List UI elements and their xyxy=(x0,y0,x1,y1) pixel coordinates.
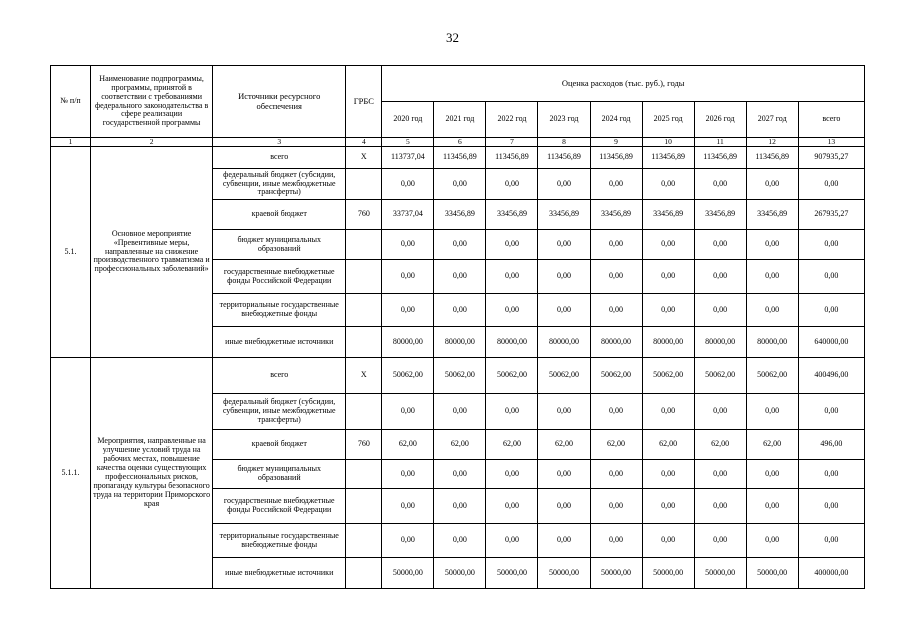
total-value: 400000,00 xyxy=(798,558,864,589)
total-value: 400496,00 xyxy=(798,358,864,394)
year-value: 0,00 xyxy=(486,294,538,327)
year-value: 0,00 xyxy=(538,260,590,294)
year-value: 0,00 xyxy=(434,524,486,558)
funding-source: федеральный бюджет (субсидии, субвенции, иные межбюджетные трансферты) xyxy=(213,169,346,200)
year-value: 33456,89 xyxy=(538,200,590,230)
column-number: 4 xyxy=(346,138,382,147)
year-value: 0,00 xyxy=(538,169,590,200)
item-number: 5.1. xyxy=(51,147,91,358)
total-value: 907935,27 xyxy=(798,147,864,169)
grbs-code xyxy=(346,558,382,589)
year-value: 0,00 xyxy=(486,489,538,524)
year-value: 80000,00 xyxy=(382,327,434,358)
year-value: 62,00 xyxy=(642,430,694,460)
year-value: 0,00 xyxy=(434,489,486,524)
year-value: 50000,00 xyxy=(642,558,694,589)
year-value: 62,00 xyxy=(746,430,798,460)
year-value: 0,00 xyxy=(694,294,746,327)
year-value: 0,00 xyxy=(382,294,434,327)
year-value: 0,00 xyxy=(642,260,694,294)
funding-source: бюджет муниципальных образований xyxy=(213,460,346,489)
year-value: 0,00 xyxy=(746,460,798,489)
header-estimate: Оценка расходов (тыс. руб.), годы xyxy=(382,66,865,102)
year-value: 0,00 xyxy=(642,230,694,260)
column-number: 10 xyxy=(642,138,694,147)
grbs-code: X xyxy=(346,358,382,394)
year-value: 0,00 xyxy=(746,524,798,558)
year-value: 0,00 xyxy=(382,260,434,294)
grbs-code: 760 xyxy=(346,430,382,460)
year-value: 0,00 xyxy=(538,460,590,489)
year-value: 0,00 xyxy=(434,230,486,260)
year-value: 0,00 xyxy=(590,394,642,430)
year-value: 0,00 xyxy=(538,230,590,260)
year-value: 0,00 xyxy=(642,524,694,558)
header-year: 2027 год xyxy=(746,102,798,138)
year-value: 0,00 xyxy=(642,169,694,200)
year-value: 0,00 xyxy=(590,230,642,260)
grbs-code: 760 xyxy=(346,200,382,230)
year-value: 80000,00 xyxy=(486,327,538,358)
year-value: 50062,00 xyxy=(746,358,798,394)
year-value: 50062,00 xyxy=(694,358,746,394)
total-value: 0,00 xyxy=(798,294,864,327)
year-value: 0,00 xyxy=(590,260,642,294)
funding-source: краевой бюджет xyxy=(213,200,346,230)
total-value: 0,00 xyxy=(798,260,864,294)
header-year: 2021 год xyxy=(434,102,486,138)
year-value: 113456,89 xyxy=(486,147,538,169)
header-name: Наименование подпрограммы, программы, принятой в соответствии с требованиями федерального законодательства в сфере реализации государственной программы xyxy=(91,66,213,138)
column-number: 7 xyxy=(486,138,538,147)
grbs-code xyxy=(346,260,382,294)
year-value: 0,00 xyxy=(746,260,798,294)
year-value: 50000,00 xyxy=(694,558,746,589)
column-number: 2 xyxy=(91,138,213,147)
year-value: 0,00 xyxy=(694,460,746,489)
total-value: 0,00 xyxy=(798,169,864,200)
total-value: 640000,00 xyxy=(798,327,864,358)
year-value: 113456,89 xyxy=(746,147,798,169)
grbs-code xyxy=(346,460,382,489)
funding-source: федеральный бюджет (субсидии, субвенции, иные межбюджетные трансферты) xyxy=(213,394,346,430)
funding-source: бюджет муниципальных образований xyxy=(213,230,346,260)
year-value: 50062,00 xyxy=(486,358,538,394)
year-value: 0,00 xyxy=(642,460,694,489)
year-value: 62,00 xyxy=(694,430,746,460)
year-value: 0,00 xyxy=(434,394,486,430)
year-value: 80000,00 xyxy=(434,327,486,358)
year-value: 0,00 xyxy=(382,394,434,430)
year-value: 0,00 xyxy=(590,489,642,524)
item-number: 5.1.1. xyxy=(51,358,91,589)
column-number: 6 xyxy=(434,138,486,147)
grbs-code xyxy=(346,489,382,524)
year-value: 0,00 xyxy=(538,489,590,524)
year-value: 0,00 xyxy=(590,460,642,489)
header-source: Источники ресурсного обеспечения xyxy=(213,66,346,138)
header-year: 2026 год xyxy=(694,102,746,138)
year-value: 62,00 xyxy=(434,430,486,460)
year-value: 62,00 xyxy=(382,430,434,460)
year-value: 33456,89 xyxy=(590,200,642,230)
year-value: 80000,00 xyxy=(746,327,798,358)
column-number: 12 xyxy=(746,138,798,147)
year-value: 33456,89 xyxy=(746,200,798,230)
header-year: 2025 год xyxy=(642,102,694,138)
grbs-code xyxy=(346,294,382,327)
year-value: 0,00 xyxy=(694,524,746,558)
year-value: 113456,89 xyxy=(694,147,746,169)
grbs-code xyxy=(346,230,382,260)
year-value: 50062,00 xyxy=(382,358,434,394)
column-number: 11 xyxy=(694,138,746,147)
column-number: 13 xyxy=(798,138,864,147)
column-number: 3 xyxy=(213,138,346,147)
column-number: 9 xyxy=(590,138,642,147)
year-value: 0,00 xyxy=(382,489,434,524)
budget-table xyxy=(50,65,865,589)
year-value: 0,00 xyxy=(486,230,538,260)
year-value: 80000,00 xyxy=(590,327,642,358)
year-value: 0,00 xyxy=(382,169,434,200)
grbs-code: X xyxy=(346,147,382,169)
header-num: № п/п xyxy=(51,66,91,138)
item-name: Основное мероприятие «Превентивные меры, направленные на снижение производственного травматизма и профессиональных заболеваний» xyxy=(91,147,213,358)
year-value: 0,00 xyxy=(590,294,642,327)
year-value: 62,00 xyxy=(590,430,642,460)
year-value: 113456,89 xyxy=(590,147,642,169)
year-value: 0,00 xyxy=(694,230,746,260)
funding-source: территориальные государственные внебюджетные фонды xyxy=(213,294,346,327)
year-value: 0,00 xyxy=(694,260,746,294)
year-value: 0,00 xyxy=(746,489,798,524)
year-value: 0,00 xyxy=(746,230,798,260)
header-year: 2022 год xyxy=(486,102,538,138)
year-value: 80000,00 xyxy=(642,327,694,358)
year-value: 33456,89 xyxy=(694,200,746,230)
funding-source: государственные внебюджетные фонды Российской Федерации xyxy=(213,489,346,524)
year-value: 0,00 xyxy=(538,294,590,327)
year-value: 0,00 xyxy=(746,394,798,430)
funding-source: всего xyxy=(213,147,346,169)
year-value: 50062,00 xyxy=(538,358,590,394)
funding-source: территориальные государственные внебюджетные фонды xyxy=(213,524,346,558)
year-value: 50062,00 xyxy=(642,358,694,394)
column-number: 8 xyxy=(538,138,590,147)
year-value: 0,00 xyxy=(382,230,434,260)
total-value: 0,00 xyxy=(798,460,864,489)
funding-source: иные внебюджетные источники xyxy=(213,558,346,589)
funding-source: государственные внебюджетные фонды Российской Федерации xyxy=(213,260,346,294)
year-value: 33456,89 xyxy=(486,200,538,230)
total-value: 0,00 xyxy=(798,524,864,558)
year-value: 62,00 xyxy=(486,430,538,460)
year-value: 0,00 xyxy=(486,169,538,200)
year-value: 0,00 xyxy=(694,169,746,200)
table-row xyxy=(51,147,865,169)
year-value: 50000,00 xyxy=(486,558,538,589)
year-value: 0,00 xyxy=(486,460,538,489)
year-value: 0,00 xyxy=(590,524,642,558)
column-number: 5 xyxy=(382,138,434,147)
funding-source: иные внебюджетные источники xyxy=(213,327,346,358)
year-value: 113456,89 xyxy=(434,147,486,169)
total-value: 267935,27 xyxy=(798,200,864,230)
item-name: Мероприятия, направленные на улучшение условий труда на рабочих местах, повышение качества оценки существующих профессиональных рисков, пропаганду культуры безопасного труда на территории Приморского края xyxy=(91,358,213,589)
year-value: 0,00 xyxy=(590,169,642,200)
year-value: 113737,04 xyxy=(382,147,434,169)
year-value: 0,00 xyxy=(694,489,746,524)
year-value: 62,00 xyxy=(538,430,590,460)
funding-source: краевой бюджет xyxy=(213,430,346,460)
grbs-code xyxy=(346,394,382,430)
year-value: 0,00 xyxy=(746,294,798,327)
year-value: 0,00 xyxy=(486,524,538,558)
year-value: 50000,00 xyxy=(382,558,434,589)
year-value: 0,00 xyxy=(382,524,434,558)
total-value: 0,00 xyxy=(798,394,864,430)
year-value: 113456,89 xyxy=(538,147,590,169)
year-value: 0,00 xyxy=(642,489,694,524)
year-value: 50000,00 xyxy=(434,558,486,589)
year-value: 0,00 xyxy=(434,294,486,327)
year-value: 50000,00 xyxy=(746,558,798,589)
total-value: 0,00 xyxy=(798,489,864,524)
year-value: 0,00 xyxy=(486,260,538,294)
year-value: 0,00 xyxy=(746,169,798,200)
table-row xyxy=(51,358,865,394)
year-value: 0,00 xyxy=(642,394,694,430)
year-value: 0,00 xyxy=(382,460,434,489)
year-value: 0,00 xyxy=(434,169,486,200)
year-value: 0,00 xyxy=(538,524,590,558)
year-value: 50000,00 xyxy=(590,558,642,589)
header-year: 2024 год xyxy=(590,102,642,138)
year-value: 0,00 xyxy=(642,294,694,327)
grbs-code xyxy=(346,327,382,358)
table-body xyxy=(51,147,865,589)
header-grbs: ГРБС xyxy=(346,66,382,138)
header-total: всего xyxy=(798,102,864,138)
total-value: 496,00 xyxy=(798,430,864,460)
year-value: 50062,00 xyxy=(434,358,486,394)
column-number: 1 xyxy=(51,138,91,147)
grbs-code xyxy=(346,169,382,200)
year-value: 113456,89 xyxy=(642,147,694,169)
year-value: 0,00 xyxy=(694,394,746,430)
total-value: 0,00 xyxy=(798,230,864,260)
header-year: 2020 год xyxy=(382,102,434,138)
year-value: 0,00 xyxy=(486,394,538,430)
year-value: 33456,89 xyxy=(434,200,486,230)
year-value: 0,00 xyxy=(434,260,486,294)
page-number: 32 xyxy=(446,30,459,45)
year-value: 33737,04 xyxy=(382,200,434,230)
year-value: 50062,00 xyxy=(590,358,642,394)
year-value: 80000,00 xyxy=(538,327,590,358)
year-value: 50000,00 xyxy=(538,558,590,589)
year-value: 0,00 xyxy=(434,460,486,489)
year-value: 80000,00 xyxy=(694,327,746,358)
header-year: 2023 год xyxy=(538,102,590,138)
funding-source: всего xyxy=(213,358,346,394)
year-value: 0,00 xyxy=(538,394,590,430)
year-value: 33456,89 xyxy=(642,200,694,230)
grbs-code xyxy=(346,524,382,558)
